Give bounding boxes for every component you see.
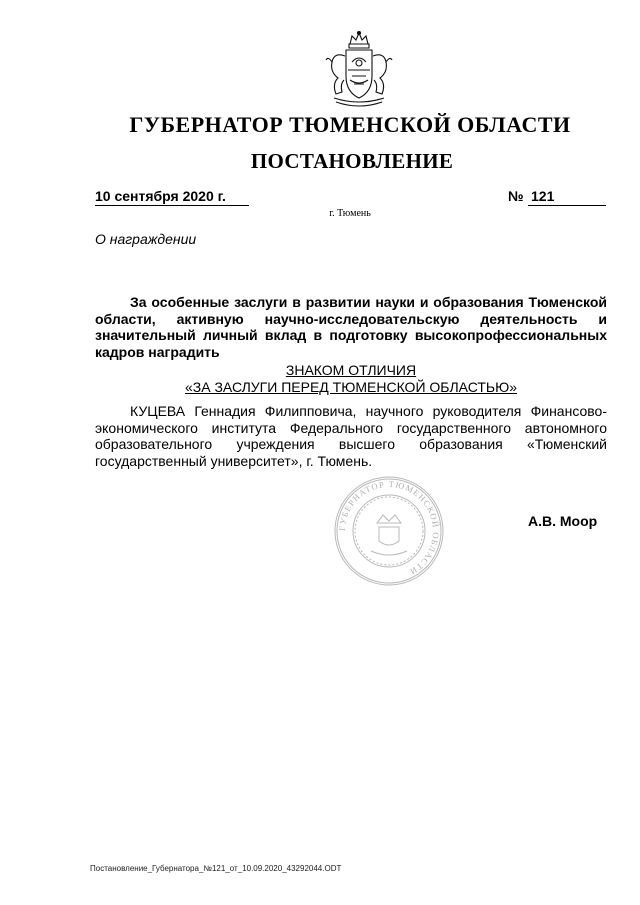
file-footer: Постановление_Губернатора_№121_от_10.09.2020_43292044.ODT [90,864,342,873]
tyumen-region-coat-of-arms-icon [316,30,402,110]
recipient-line: образовательного учреждения высшего образования «Тюменский [95,436,607,452]
issue-city: г. Тюмень [329,208,371,219]
signatory-name: А.В. Моор [528,513,598,529]
number-sign: № [508,188,524,204]
reason-line: значительный личный вклад в подготовку высокопрофессиональных [95,327,607,343]
award-line: «ЗА ЗАСЛУГИ ПЕРЕД ТЮМЕНСКОЙ ОБЛАСТЬЮ» [184,378,518,395]
reason-line: За особенные заслуги в развитии науки и образования Тюменской [130,294,607,310]
recipient-line: государственный университет», г. Тюмень. [95,452,373,469]
recipient-line: экономического института Федерального государственного автономного [95,419,607,436]
reason-paragraph [95,294,607,360]
document-number: 121 [528,188,606,206]
recipient-line: КУЦЕВА Геннадия Филипповича, научного руководителя Финансово- [130,403,607,419]
award-name [95,362,607,395]
reason-line: кадров наградить [95,343,220,360]
document-title: ГУБЕРНАТОР ТЮМЕНСКОЙ ОБЛАСТИ [129,112,571,137]
official-seal-stamp [333,475,445,587]
document-date: 10 сентября 2020 г. [95,188,249,206]
document-subject: О награждении [95,231,197,247]
seal-text: ГУБЕРНАТОР ТЮМЕНСКОЙ ОБЛАСТИ [336,478,442,578]
recipient-paragraph [95,403,607,469]
award-line: ЗНАКОМ ОТЛИЧИЯ [285,362,417,378]
document-type: ПОСТАНОВЛЕНИЕ [250,149,454,173]
reason-line: области, активную научно-исследовательскую деятельность и [95,310,607,327]
